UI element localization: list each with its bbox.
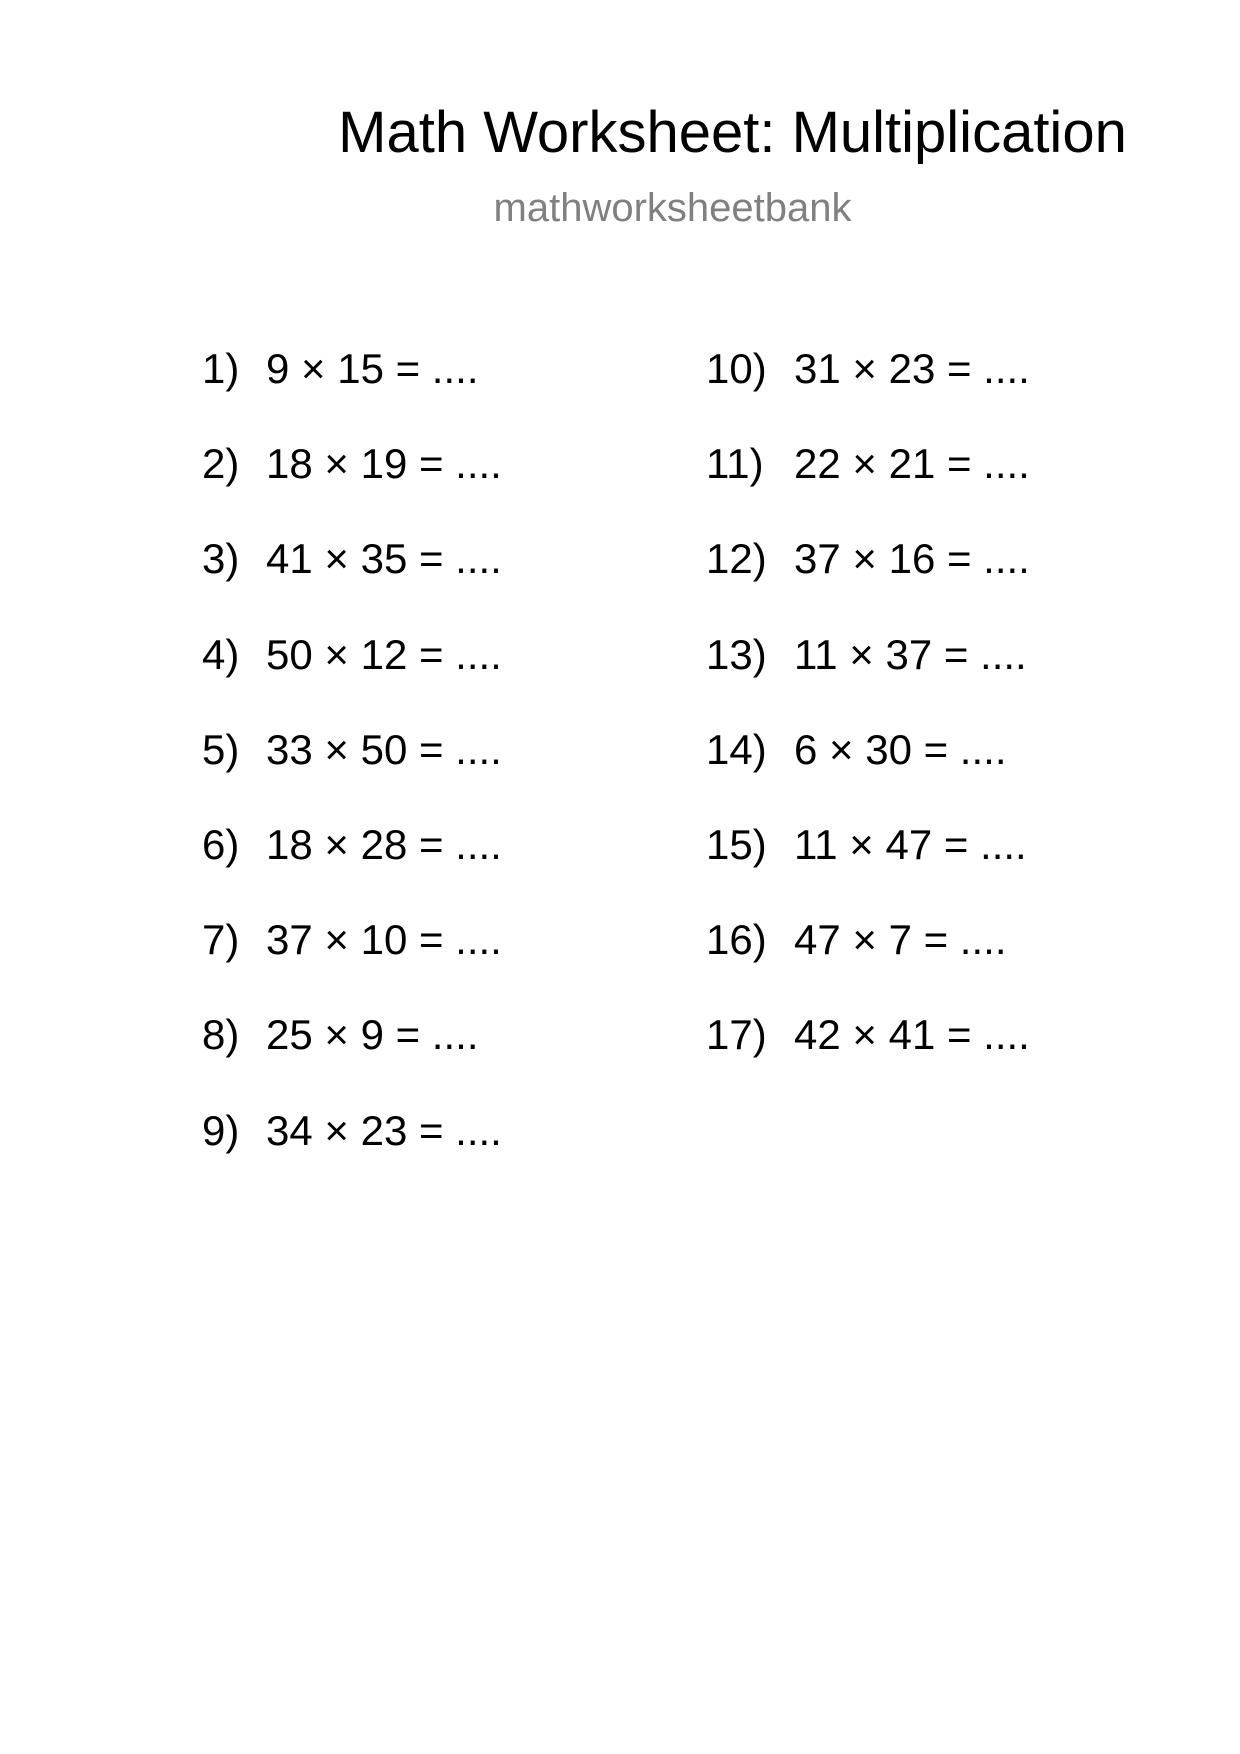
problem-expression: 47 × 7 = .... [794, 916, 1007, 964]
problem-number: 4) [202, 630, 240, 678]
problem-item [202, 1011, 502, 1106]
problem-expression: 11 × 47 = .... [794, 820, 1027, 868]
problem-expression: 31 × 23 = .... [794, 345, 1030, 392]
problem-number: 5) [202, 725, 240, 773]
problem-number: 3) [202, 535, 240, 583]
problem-expression: 50 × 12 = .... [266, 630, 502, 678]
problem-item [202, 631, 502, 726]
problem-expression: 42 × 41 = .... [794, 1011, 1030, 1059]
problem-number: 11) [706, 440, 764, 488]
problem-item [706, 916, 1030, 1011]
problem-number: 8) [202, 1011, 240, 1059]
problem-number: 14) [706, 725, 767, 773]
problem-item [706, 1011, 1030, 1106]
problem-item [202, 821, 502, 916]
problem-item [706, 631, 1030, 726]
problem-item [706, 535, 1030, 630]
problem-number: 6) [202, 820, 240, 868]
problem-item [202, 535, 502, 630]
problem-number: 13) [706, 630, 767, 678]
problem-expression: 41 × 35 = .... [266, 535, 502, 583]
problem-number: 15) [706, 820, 767, 868]
problem-expression: 37 × 16 = .... [794, 535, 1030, 583]
problem-expression: 18 × 28 = .... [266, 820, 502, 868]
problem-number: 17) [706, 1011, 767, 1059]
problem-item [202, 916, 502, 1011]
problem-expression: 18 × 19 = .... [266, 440, 502, 488]
problem-item [202, 440, 502, 535]
page-title: Math Worksheet: Multiplication [338, 100, 1127, 165]
problem-number: 1) [202, 345, 240, 392]
problem-item [706, 440, 1030, 535]
problem-item [202, 1107, 502, 1202]
problem-expression: 22 × 21 = .... [794, 440, 1030, 488]
problem-number: 9) [202, 1106, 240, 1154]
problem-expression: 33 × 50 = .... [266, 725, 502, 773]
problem-column-right [706, 345, 1030, 1107]
problem-number: 12) [706, 535, 767, 583]
problem-number: 10) [706, 345, 767, 392]
problem-item [706, 726, 1030, 821]
problem-number: 2) [202, 440, 240, 488]
problem-expression: 25 × 9 = .... [266, 1011, 479, 1059]
problem-expression: 11 × 37 = .... [794, 630, 1027, 678]
problem-expression: 34 × 23 = .... [266, 1106, 502, 1154]
problem-expression: 37 × 10 = .... [266, 916, 502, 964]
problem-item [706, 821, 1030, 916]
problem-expression: 9 × 15 = .... [266, 345, 479, 392]
problem-item [202, 345, 502, 440]
page-subtitle: mathworksheetbank [493, 186, 852, 230]
problem-expression: 6 × 30 = .... [794, 725, 1007, 773]
problem-number: 7) [202, 916, 240, 964]
problem-item [706, 345, 1030, 440]
problem-item [202, 726, 502, 821]
problem-column-left [202, 345, 502, 1202]
problem-number: 16) [706, 916, 767, 964]
